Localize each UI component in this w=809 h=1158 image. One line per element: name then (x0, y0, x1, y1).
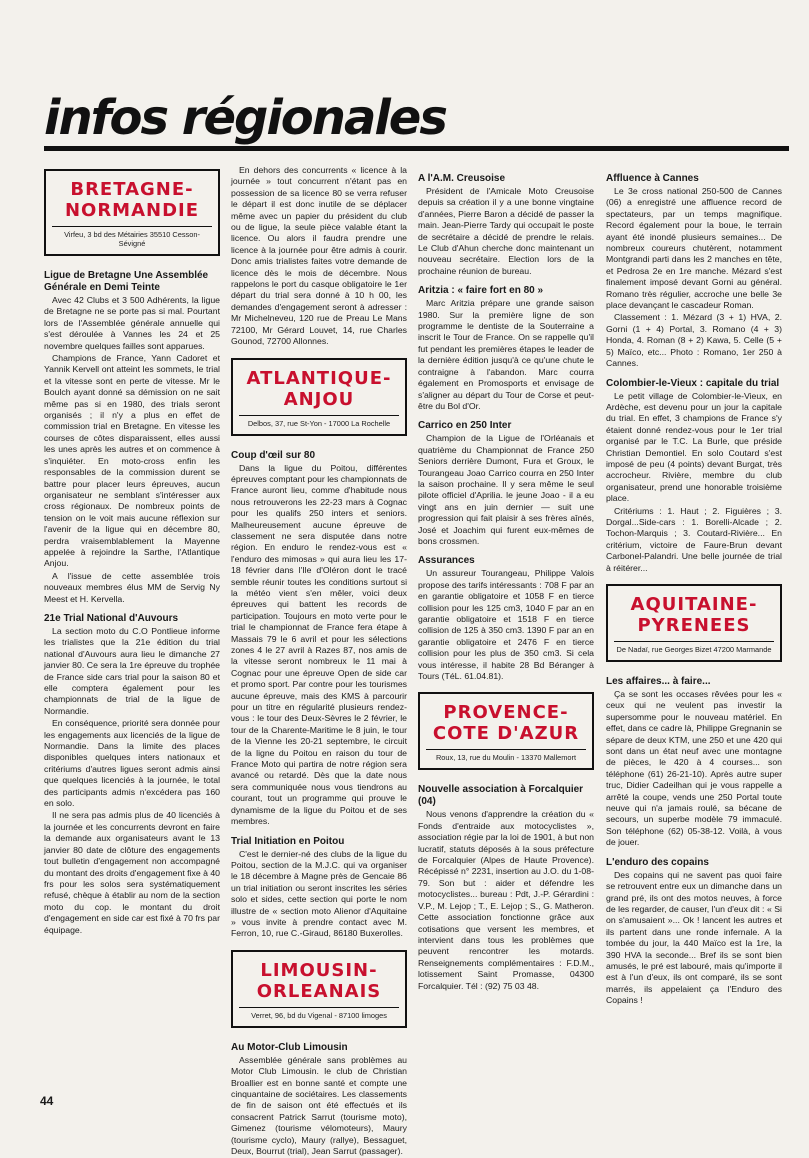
article-title: Ligue de Bretagne Une Assemblée Générale en Demi Teinte (44, 270, 209, 293)
article-paragraph: Président de l'Amicale Moto Creusoise depuis sa création il y a une bonne vingtaine d'années, Pierre Baron a décidé de passer la main. Jean-Pierre Tardy qui occupait le poste de secrétaire a décidé de prendre le relais. Le Club d'Ahun cherche donc maintenant un nouveau secrétaire. Election lors de la prochaine réunion de bureau. (418, 186, 594, 276)
article-paragraph: Un assureur Tourangeau, Philippe Valois propose des tarifs intéressants : 708 F par an en garantie obligatoire et 1058 F en tierce collision pour les 125 cm3, 1040 F par an en garantie obligatoire et 1518 F en tierce collision de 125 à 350 cm3. 1390 F par an en garantie obligatoire et 2476 F en tierce collision pour les plus de 350 cm3. Si cela vous intéresse, il habite 28 Bd Béranger à Tours (TéL. 61.04.81). (418, 568, 594, 682)
region-name: BRETAGNE-NORMANDIE (64, 179, 200, 221)
article-paragraph: Ça se sont les occases rêvées pour les « ceux qui ne veulent pas investir la supersomme pour le nouveau matériel. En effet, dans ce cadre là, Philippe Gregnanin se sépare de deux KTM, une 250 et une 420 qui sont dans un état neuf avec une montagne de pièces, le 420 à 4 courses... son téléphone (61) 26-21-10). Après autre super truc, Didier Cadeilhan qui je vous rappelle a arrêté la coupe, vends une 250 Portal toute neuve qui n'a jamais roulé, sa bécane de secours, un superbe modèle 79 immaculé. Son téléphone (62) 05-38-12. Voilà, à vous de jouer. (606, 689, 782, 848)
article-title: Assurances (418, 555, 475, 567)
region-name: ATLANTIQUE-ANJOU (246, 367, 392, 410)
article-title: Au Motor-Club Limousin (231, 1041, 348, 1053)
region-address: Virfeu, 3 bd des Métairies 35510 Cesson-Sévigné (52, 226, 212, 248)
article-paragraph: En conséquence, priorité sera donnée pour les engagements aux licenciés de la ligue de Normandie. Dans la limite des places disponibles quelques inters nationaux et critériums d'autres ligues seront admis ainsi que quelques licenciés à la journée, le total des participants admis n'excédera pas 160 en solo. (44, 718, 220, 809)
article-title: 21e Trial National d'Auvours (44, 612, 179, 624)
article-paragraph: En dehors des concurrents « licence à la journée » tout concurrent n'étant pas en possession de sa licence 80 se verra refuser le départ il est donc inutile de se déplacer même avec un papier du président du club ou de ligue, la seule pièce valable étant la licence. Ou alors il faudra prendre une licence à la journée pour être admis à courir. Donc amis trialistes faites votre demande de licence dès le mois de décembre. Nous rappelons le port du casque obligatoire le 1er départ du trial sera donné à 10 h 00, les demandes d'engagement seront à adresser : Mr Michelneveu, 120 rue de Preau Le Mans 72100, Mr Gérard Louvet, 14, rue Charles Gounod, 72700 Allonnes. (231, 165, 407, 347)
region-address: Roux, 13, rue du Moulin - 13370 Mallemort (426, 749, 586, 762)
region-address: De Nadaï, rue Georges Bizet 47200 Marmande (614, 641, 774, 654)
article-paragraph: C'est le dernier-né des clubs de la ligue du Poitou, section de la M.J.C. qui va organiser le 18 décembre à Magne près de Gencaie 86 un trial initiation ou seront inscrites les séries solo et sides, cette section qui porte le nom illustre de « section moto Alienor d'Aquitaine » vous invite à prendre contact avec M. Ferron, 10, rue C.-Giraud, 86180 Buxerolles. (231, 848, 407, 939)
region-address: Delbos, 37, rue St-Yon - 17000 La Rochelle (239, 415, 399, 428)
article-title: Affluence à Cannes (606, 173, 699, 184)
article-paragraph: Classement : 1. Mézard (3 + 1) HVA, 2. Gorni (1 + 4) Portal, 3. Romano (4 + 3) Honda, 4. Roman (8 + 2) Kawa, 5. Celle (5 + 5) Maïco, etc... Photo : Romano, 1er 250 à Cannes. (606, 312, 782, 369)
column-4 (606, 165, 782, 1008)
region-name: LIMOUSIN-ORLEANAIS (256, 959, 382, 1002)
region-name: PROVENCE-COTE D'AZUR (432, 702, 580, 745)
article-paragraph: Assemblée générale sans problèmes au Motor Club Limousin. le club de Christian Broallier est en bonne santé et compte une cinquantaine de sociétaires. Les classements de fin de saison ont été effectués et ils consacrent Patrick Sarrut (tourisme moto), Gimenez (tourisme vélomoteurs), Maury (tourisme cyclo), Maury (rallye), Bessaguet, Deux, Bourrut (trial), Jean Sarrut (passager). (231, 1054, 407, 1156)
column-3 (418, 165, 594, 993)
article-title: Nouvelle association à Forcalquier (04) (418, 784, 584, 808)
article-paragraph: Dans la ligue du Poitou, différentes épreuves comptant pour les championnats de France auront lieu, comme d'habitude nous nous retrouverons les 22-23 mars à Cognac pour les qualifs 250 inters et seniors. Malheureusement aucune épreuve de classement ne sera disputée dans notre région. En enduro le rendez-vous est « l'enduro des mimosas » qui aura lieu les 17-18 février dans l'Ile d'Oléron dont le tracé semble réunir toutes les conditions surtout si la météo vient s'en mêler, voici deux épreuves qui battent les records de participation. Toujours en moto verte pour le trial le championnat de France fera étape à Massais 79 le 6 avril et pour les sélections zones 4 le 27 avril à Razes 87, nos amis de la vitesse seront nombreux le 11 mai à Cognac pour une épreuve Open de side car et promo sport. Par contre pour les tourismes aucune épreuve, mais des KMS à parcourir pour un titre en régularité plusieurs rendez-vous : le tour des Deux-Sèvres le 2 février, le tour de la Charente-Maritime le 8 juin, le tour de la Vienne les 20-21 septembre, le circuit de la ligne du Poitou en raison du tour de France Moto qui partira de notre région sera avancé ou retardé. Dès que la date nous sera communiquée nous vous tiendrons au courant, tout un programme qui prouve le dynamisme de la ligue du Poitou et de ses membres. (231, 462, 407, 827)
page-title: infos régionales (44, 90, 446, 146)
article-title: Coup d'œil sur 80 (231, 449, 316, 461)
article-paragraph: La section moto du C.O Pontlieue informe les trialistes que la 21e édition du trial national d'Auvours aura lieu le dimanche 27 janvier 80. Ce sera la 1re épreuve du trophée de France side cars trial pour la saison 80 et elle comptera également pour les championnats de trial de la ligue de Normandie. (44, 625, 220, 716)
page-number: 44 (40, 1094, 54, 1108)
article-title: Trial Initiation en Poitou (231, 835, 345, 847)
region-box-limousin (231, 950, 407, 1028)
region-address: Verret, 96, bd du Vigenal - 87100 limoges (239, 1007, 399, 1020)
article-paragraph: A l'issue de cette assemblée trois nouveaux membres élus MM de Servig Ny Meest et H. Kervella. (44, 570, 220, 604)
article-paragraph: Des copains qui ne savent pas quoi faire se retrouvent entre eux un dimanche dans un grand pré, ils ont des motos neuves, à force de les regarder, de causer, l'un d'eux dit : « Si on s'amusaient »... Ok ! lancent les autres et ils partent dans une ronde infernale. A la tombée du jour, la 440 Maïco est la 1re, la 390 HVA la seconde... Bref ils se sont bien amusés, le pré est labouré, mais qu'importe il est à l'un d'eux, ils ont comparé, ils se sont marrés, ils appelaient ça l'Enduro des Copains ! (606, 869, 782, 1006)
article-paragraph: Champions de France, Yann Cadoret et Yannik Kervell ont atteint les sommets, le trial et la vitesse sont en perte de vitesse. Mr le Boulch ayant donné sa démission on ne sait même pas si en 1980, des trials seront organisés ; il n'y a plus en effet de commission trial en Bretagne. En vitesse les courses de côtes disparaissent, elles aussi les unes après les autres et on commence à s'inquiéter. En moto-cross enfin les responsables de la commission durent se battre pour placer leurs épreuves, aucun organisateur ne semblant s'intéresser aux cross régionaux. De nombreux points de tension on le voit mais aucune réflexion sur l'avenir de la ligue qui en décembre 80, perdra vraisemblablement la Mayenne appelée à rejoindre la Sarthe, l'Atlantique Anjou. (44, 353, 220, 569)
region-box-bretagne (44, 169, 220, 256)
region-box-provence (418, 692, 594, 770)
article-paragraph: Nous venons d'apprendre la création du « Fonds d'entraide aux motocyclistes », association régie par la loi de 1901, à but non lucratif, statuts déposés à la sous préfecture de Forcalquier (Alpes de Haute Provence). Récépissé n° 2231, insertion au J.O. du 1-08-79. Son but : aider et défendre les motocyclistes... bureau : Pdt, J.-P. Gérardini : V.P., M. Lejop ; T., E. Lejop ; S., G. Matheron. Cette association fonctionne grâce aux cotisations que versent les membres, et intervient dans tous les problèmes que peuvent rencontrer les motards. Renseignements complémentaires : F.D.M., lotissement Saint Promasse, 04300 Forcalquier. Tél : (92) 75 03 48. (418, 809, 594, 991)
article-paragraph: Le petit village de Colombier-le-Vieux, en Ardèche, est devenu pour un jour la capitale du trial. En effet, 3 champions de France s'y étaient donné rendez-vous pour le 1er trial organisé par le T.C. La Burle, que préside Christian Demontiel. En solo Coutard s'est imposé de peu (4 points) devant Burgat, très accrocheur. Rivière, membre du club organisateur, prend une honorable troisième place. (606, 390, 782, 504)
region-box-aquitaine (606, 584, 782, 662)
article-paragraph: Le 3e cross national 250-500 de Cannes (06) a enregistré une affluence record de spectateurs, par un temps magnifique. Record également pour la boue, le terrain ayant été inondé plusieurs semaines... De nombreux coureurs chutèrent, notamment Montgrandi parti dans les 2 manches en tête, et Pedrosa 2e en 1re manche. Mézard s'est finalement imposé devant Gorni au général. Romano très régulier, accroche une belle 3e place devançant le cascadeur Roman. (606, 186, 782, 311)
article-paragraph: Champion de la Ligue de l'Orléanais et quatrième du Championnat de France 250 Seniors derrière Dumont, Fura et Groux, le Tourangeau Joao Carrico courra en 250 Inter la saison prochaine. Il y sera même le seul pilote officiel d'Aprilia. le jeune Joao - il a eu vingt ans en juin dernier — suit une progression qui fait plaisir à ses frères aînés, José et Joachim qui furent eux-mêmes de bons crossmen. (418, 433, 594, 546)
column-1 (44, 165, 220, 937)
region-name: AQUITAINE-PYRENEES (630, 594, 758, 636)
article-title: Carrico en 250 Inter (418, 420, 512, 432)
article-title: Colombier-le-Vieux : capitale du trial (606, 377, 780, 389)
column-2 (231, 165, 407, 1158)
article-title: A l'A.M. Creusoise (418, 173, 506, 184)
article-title: L'enduro des copains (606, 856, 709, 868)
article-title: Les affaires... à faire... (606, 676, 711, 687)
article-paragraph: Marc Aritzia prépare une grande saison 1980. Sur la première ligne de son programme le dentiste de la Souterraine a inscrit le Tour de France. On se rappelle qu'il fut pendant les premières étapes le leader de la dernière édition jusqu'à ce qu'une chute le contraigne à l'abandon. Marc courra également en Promosports et envisage de s'aligner au départ du Tour de Corse et peut-être du Bol d'Or. (418, 298, 594, 411)
article-title: Aritzia : « faire fort en 80 » (418, 285, 544, 297)
title-rule (44, 146, 789, 151)
article-paragraph: Il ne sera pas admis plus de 40 licenciés à la journée et les concurrents devront en faire la demande aux organisateurs avant le 13 janvier 80 date de clôture des engagements tout bulletin d'engagement non accompagné du montant des droits d'engagement fixe à 40 frs pour les solos sera systématiquement refusé, chèque à établir au nom de la section moto du cop. le montant du droit d'engagement en side car est fixé à 70 frs par équipage. (44, 810, 221, 935)
region-box-atlantique (231, 358, 407, 436)
article-paragraph: Avec 42 Clubs et 3 500 Adhérents, la ligue de Bretagne ne se porte pas si mal. Pourtant lors de l'Assemblée générale annuelle qui s'est déroulée à Vannes les 24 et 25 novembre quelques failles sont apparues. (44, 295, 220, 351)
article-paragraph: Critériums : 1. Haut ; 2. Figuières ; 3. Dorgal...Side-cars : 1. Borelli-Alcade ; 2. Tochon-Marquis ; 3. Coutard-Rivière... En critérium, victoire de Faure-Brun devant Carbonel-Palandri. Une belle journée de trial à réitérer... (606, 505, 782, 573)
